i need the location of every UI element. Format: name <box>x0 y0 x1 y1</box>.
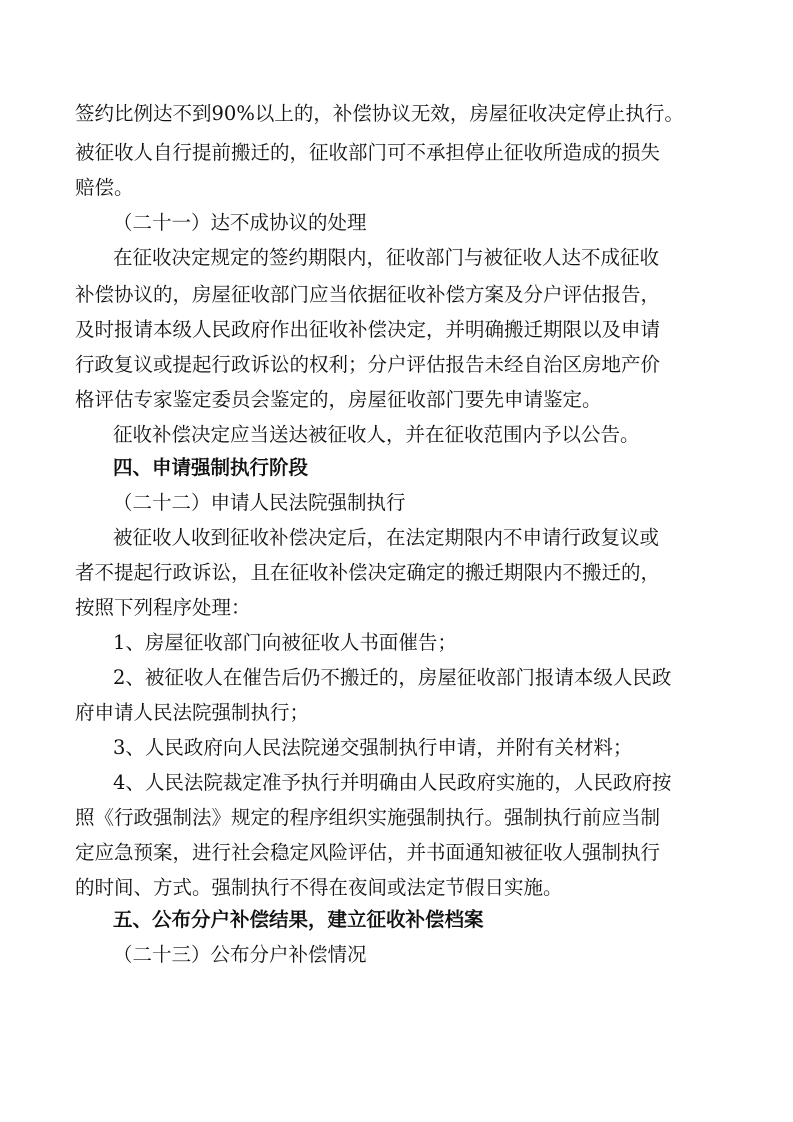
text-line: 征收补偿决定应当送达被征收人，并在征收范围内予以公告。 <box>113 423 640 446</box>
list-item: 2、被征收人在催告后仍不搬迁的，房屋征收部门报请本级人民政 <box>113 666 672 689</box>
text-line: 定应急预案，进行社会稳定风险评估，并书面通知被征收人强制执行 <box>75 841 661 864</box>
text-line: 在征收决定规定的签约期限内，征收部门与被征收人达不成征收 <box>113 246 660 269</box>
text-line: 补偿协议的，房屋征收部门应当依据征收补偿方案及分户评估报告， <box>75 283 661 306</box>
subsection-heading: （二十二）申请人民法院强制执行 <box>113 491 406 514</box>
section-heading: 五、公布分户补偿结果，建立征收补偿档案 <box>113 908 484 931</box>
text-line: 照《行政强制法》规定的程序组织实施强制执行。强制执行前应当制 <box>75 806 661 829</box>
text-line: 及时报请本级人民政府作出征收补偿决定，并明确搬迁期限以及申请 <box>75 318 661 341</box>
text-line: 被征收人自行提前搬迁的，征收部门可不承担停止征收所造成的损失 <box>75 141 661 164</box>
text-line: 签约比例达不到90%以上的，补偿协议无效，房屋征收决定停止执行。 <box>75 102 684 125</box>
text-line: 按照下列程序处理： <box>75 596 251 619</box>
text-line: 格评估专家鉴定委员会鉴定的，房屋征收部门要先申请鉴定。 <box>75 388 602 411</box>
subsection-heading: （二十一）达不成协议的处理 <box>113 211 367 234</box>
text-line: 的时间、方式。强制执行不得在夜间或法定节假日实施。 <box>75 876 563 899</box>
list-item: 3、人民政府向人民法院递交强制执行申请，并附有关材料； <box>113 736 633 759</box>
text-line: 被征收人收到征收补偿决定后，在法定期限内不申请行政复议或 <box>113 526 660 549</box>
text-line: 府申请人民法院强制执行； <box>75 701 310 724</box>
text-line: 行政复议或提起行政诉讼的权利；分户评估报告未经自治区房地产价 <box>75 353 661 376</box>
text-line: 者不提起行政诉讼，且在征收补偿决定确定的搬迁期限内不搬迁的， <box>75 561 661 584</box>
text-line: 赔偿。 <box>75 176 134 199</box>
section-heading: 四、申请强制执行阶段 <box>113 456 309 479</box>
list-item: 1、房屋征收部门向被征收人书面催告； <box>113 631 457 654</box>
list-item: 4、人民法院裁定准予执行并明确由人民政府实施的，人民政府按 <box>113 771 672 794</box>
subsection-heading: （二十三）公布分户补偿情况 <box>113 943 367 966</box>
